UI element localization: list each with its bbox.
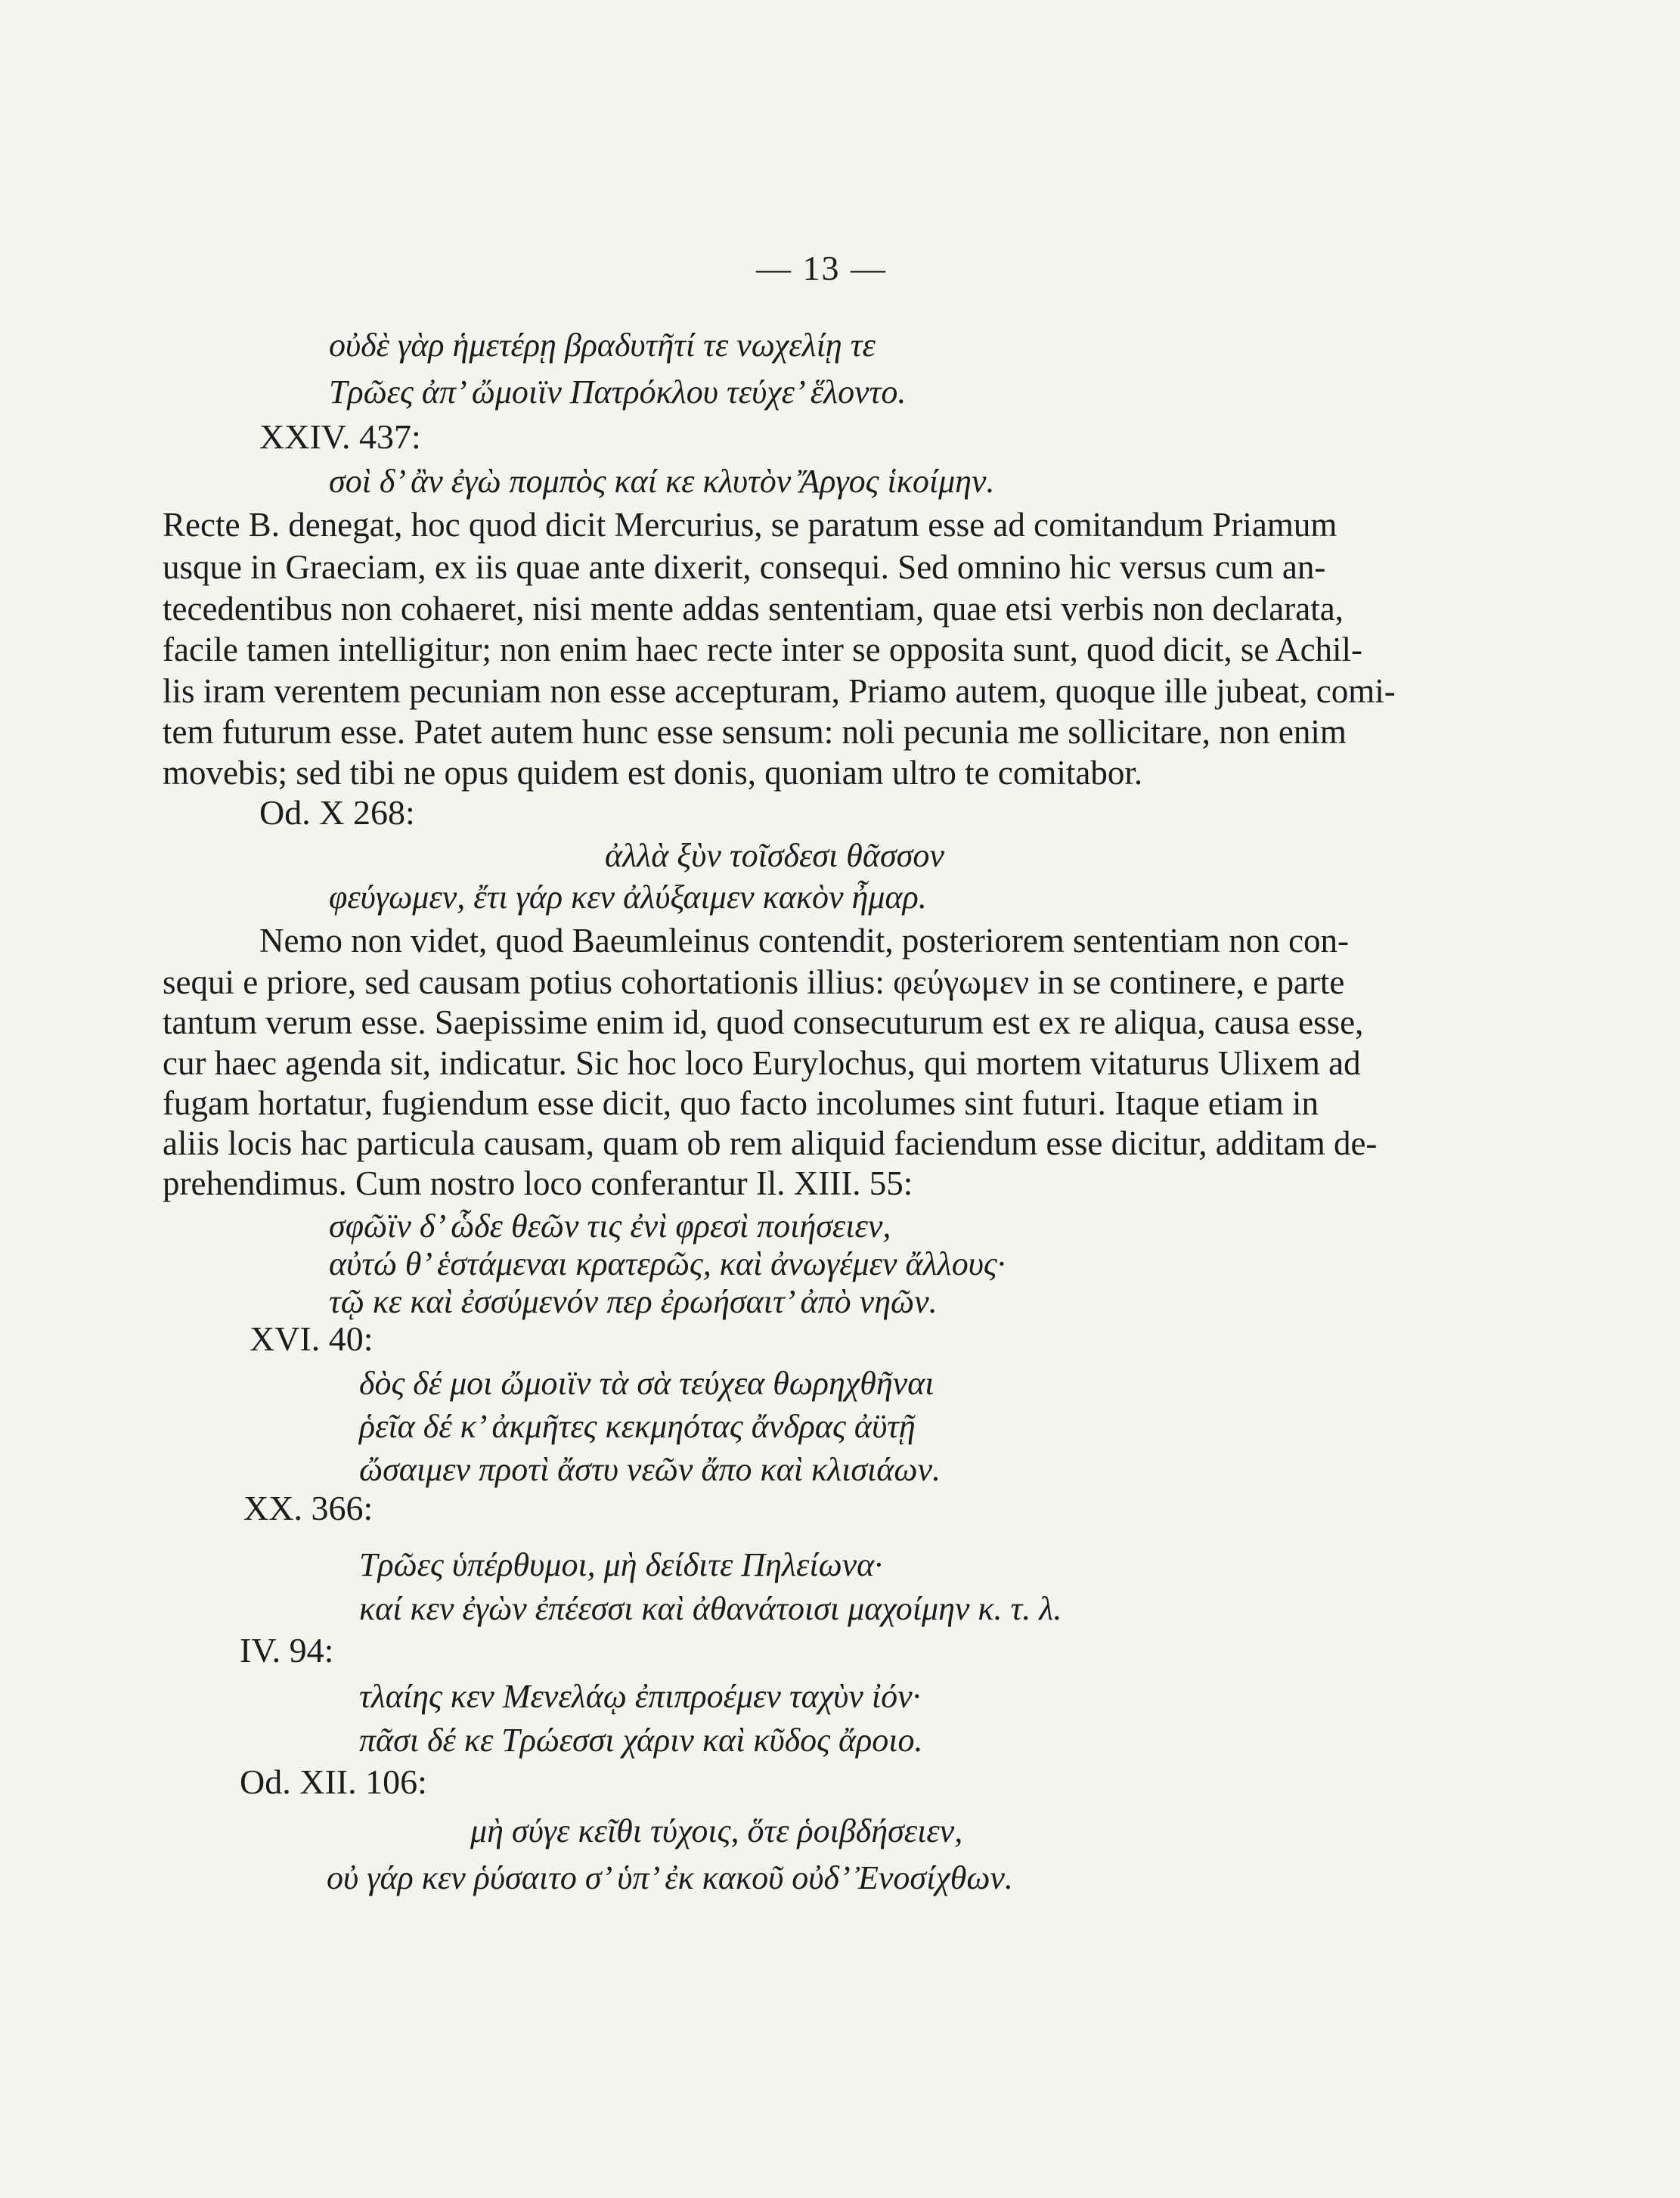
body-text-line: lis iram verentem pecuniam non esse accepturam, Priamo autem, quoque ille jubeat, comi-: [163, 672, 1396, 710]
greek-verse: Τρῶες ἀπ’ ὤμοιϊν Πατρόκλου τεύχε’ ἕλοντο.: [329, 374, 907, 411]
greek-verse: πᾶσι δέ κε Τρώεσσι χάριν καὶ κῦδος ἄροιο.: [359, 1722, 923, 1759]
body-text-line: Nemo non videt, quod Baeumleinus contendit, posteriorem sententiam non con-: [259, 922, 1349, 959]
body-text-line: movebis; sed tibi ne opus quidem est donis, quoniam ultro te comitabor.: [163, 754, 1143, 792]
greek-verse: σφῶϊν δ’ ὧδε θεῶν τις ἐνὶ φρεσὶ ποιήσειεν,: [329, 1208, 891, 1245]
citation-label: XX. 366:: [243, 1489, 374, 1527]
greek-verse: οὐδὲ γὰρ ἡμετέρῃ βραδυτῆτί τε νωχελίῃ τε: [329, 327, 876, 364]
citation-label: XXIV. 437:: [259, 417, 421, 456]
greek-verse: σοὶ δ’ ἂν ἐγὼ πομπὸς καί κε κλυτὸν Ἄργος ἱκοίμην.: [329, 463, 995, 500]
citation-label: IV. 94:: [240, 1631, 334, 1669]
body-text-line: cur haec agenda sit, indicatur. Sic hoc loco Eurylochus, qui mortem vitaturus Ulixem ad: [163, 1044, 1361, 1082]
greek-verse: τλαίης κεν Μενελάῳ ἐπιπροέμεν ταχὺν ἰόν·: [359, 1678, 921, 1715]
body-text-line: sequi e priore, sed causam potius cohortationis illius: φεύγωμεν in se continere, e parte: [163, 963, 1345, 1001]
body-text-line: fugam hortatur, fugiendum esse dicit, quo facto incolumes sint futuri. Itaque etiam in: [163, 1084, 1319, 1122]
body-text-line: tecedentibus non cohaeret, nisi mente addas sententiam, quae etsi verbis non declarata,: [163, 590, 1344, 628]
greek-verse: ῥεῖα δέ κ’ ἀκμῆτες κεκμηότας ἄνδρας ἀϋτῇ: [359, 1408, 916, 1445]
body-text-line: tem futurum esse. Patet autem hunc esse sensum: noli pecunia me sollicitare, non enim: [163, 713, 1347, 751]
greek-verse: καί κεν ἐγὼν ἐπέεσσι καὶ ἀθανάτοισι μαχοίμην κ. τ. λ.: [359, 1590, 1062, 1627]
body-text-line: usque in Graeciam, ex iis quae ante dixerit, consequi. Sed omnino hic versus cum an-: [163, 548, 1326, 586]
greek-verse: ὤσαιμεν προτὶ ἄστυ νεῶν ἄπο καὶ κλισιάων.: [359, 1451, 941, 1488]
citation-label: Od. X 268:: [259, 793, 415, 832]
greek-verse: μὴ σύγε κεῖθι τύχοις, ὅτε ῥοιβδήσειεν,: [470, 1812, 963, 1849]
citation-label: Od. XII. 106:: [240, 1762, 427, 1801]
greek-verse: τῷ κε καὶ ἐσσύμενόν περ ἐρωήσαιτ’ ἀπὸ νηῶν.: [329, 1283, 938, 1320]
body-text-line: facile tamen intelligitur; non enim haec recte inter se opposita sunt, quod dicit, se Achil-: [163, 631, 1363, 668]
greek-verse: Τρῶες ὑπέρθυμοι, μὴ δείδιτε Πηλείωνα·: [359, 1546, 883, 1583]
greek-verse: δὸς δέ μοι ὤμοιϊν τὰ σὰ τεύχεα θωρηχθῆναι: [359, 1365, 935, 1402]
greek-verse: φεύγωμεν, ἔτι γάρ κεν ἀλύξαιμεν κακὸν ἦμαρ.: [329, 879, 927, 916]
page-number: — 13 —: [756, 249, 887, 287]
greek-verse: οὐ γάρ κεν ῥύσαιτο σ’ ὑπ’ ἐκ κακοῦ οὐδ’ Ἐνοσίχθων.: [327, 1859, 1013, 1896]
body-text-line: prehendimus. Cum nostro loco conferantur Il. XIII. 55:: [163, 1164, 913, 1202]
body-text-line: aliis locis hac particula causam, quam ob rem aliquid faciendum esse dicitur, additam de-: [163, 1124, 1378, 1162]
greek-verse: αὐτώ θ’ ἑστάμεναι κρατερῶς, καὶ ἀνωγέμεν ἄλλους·: [329, 1245, 1006, 1282]
greek-verse: ἀλλὰ ξὺν τοῖσδεσι θᾶσσον: [605, 837, 944, 874]
citation-label: XVI. 40:: [250, 1319, 374, 1358]
body-text-line: tantum verum esse. Saepissime enim id, quod consecuturum est ex re aliqua, causa esse,: [163, 1003, 1364, 1041]
body-text-line: Recte B. denegat, hoc quod dicit Mercurius, se paratum esse ad comitandum Priamum: [163, 506, 1337, 544]
